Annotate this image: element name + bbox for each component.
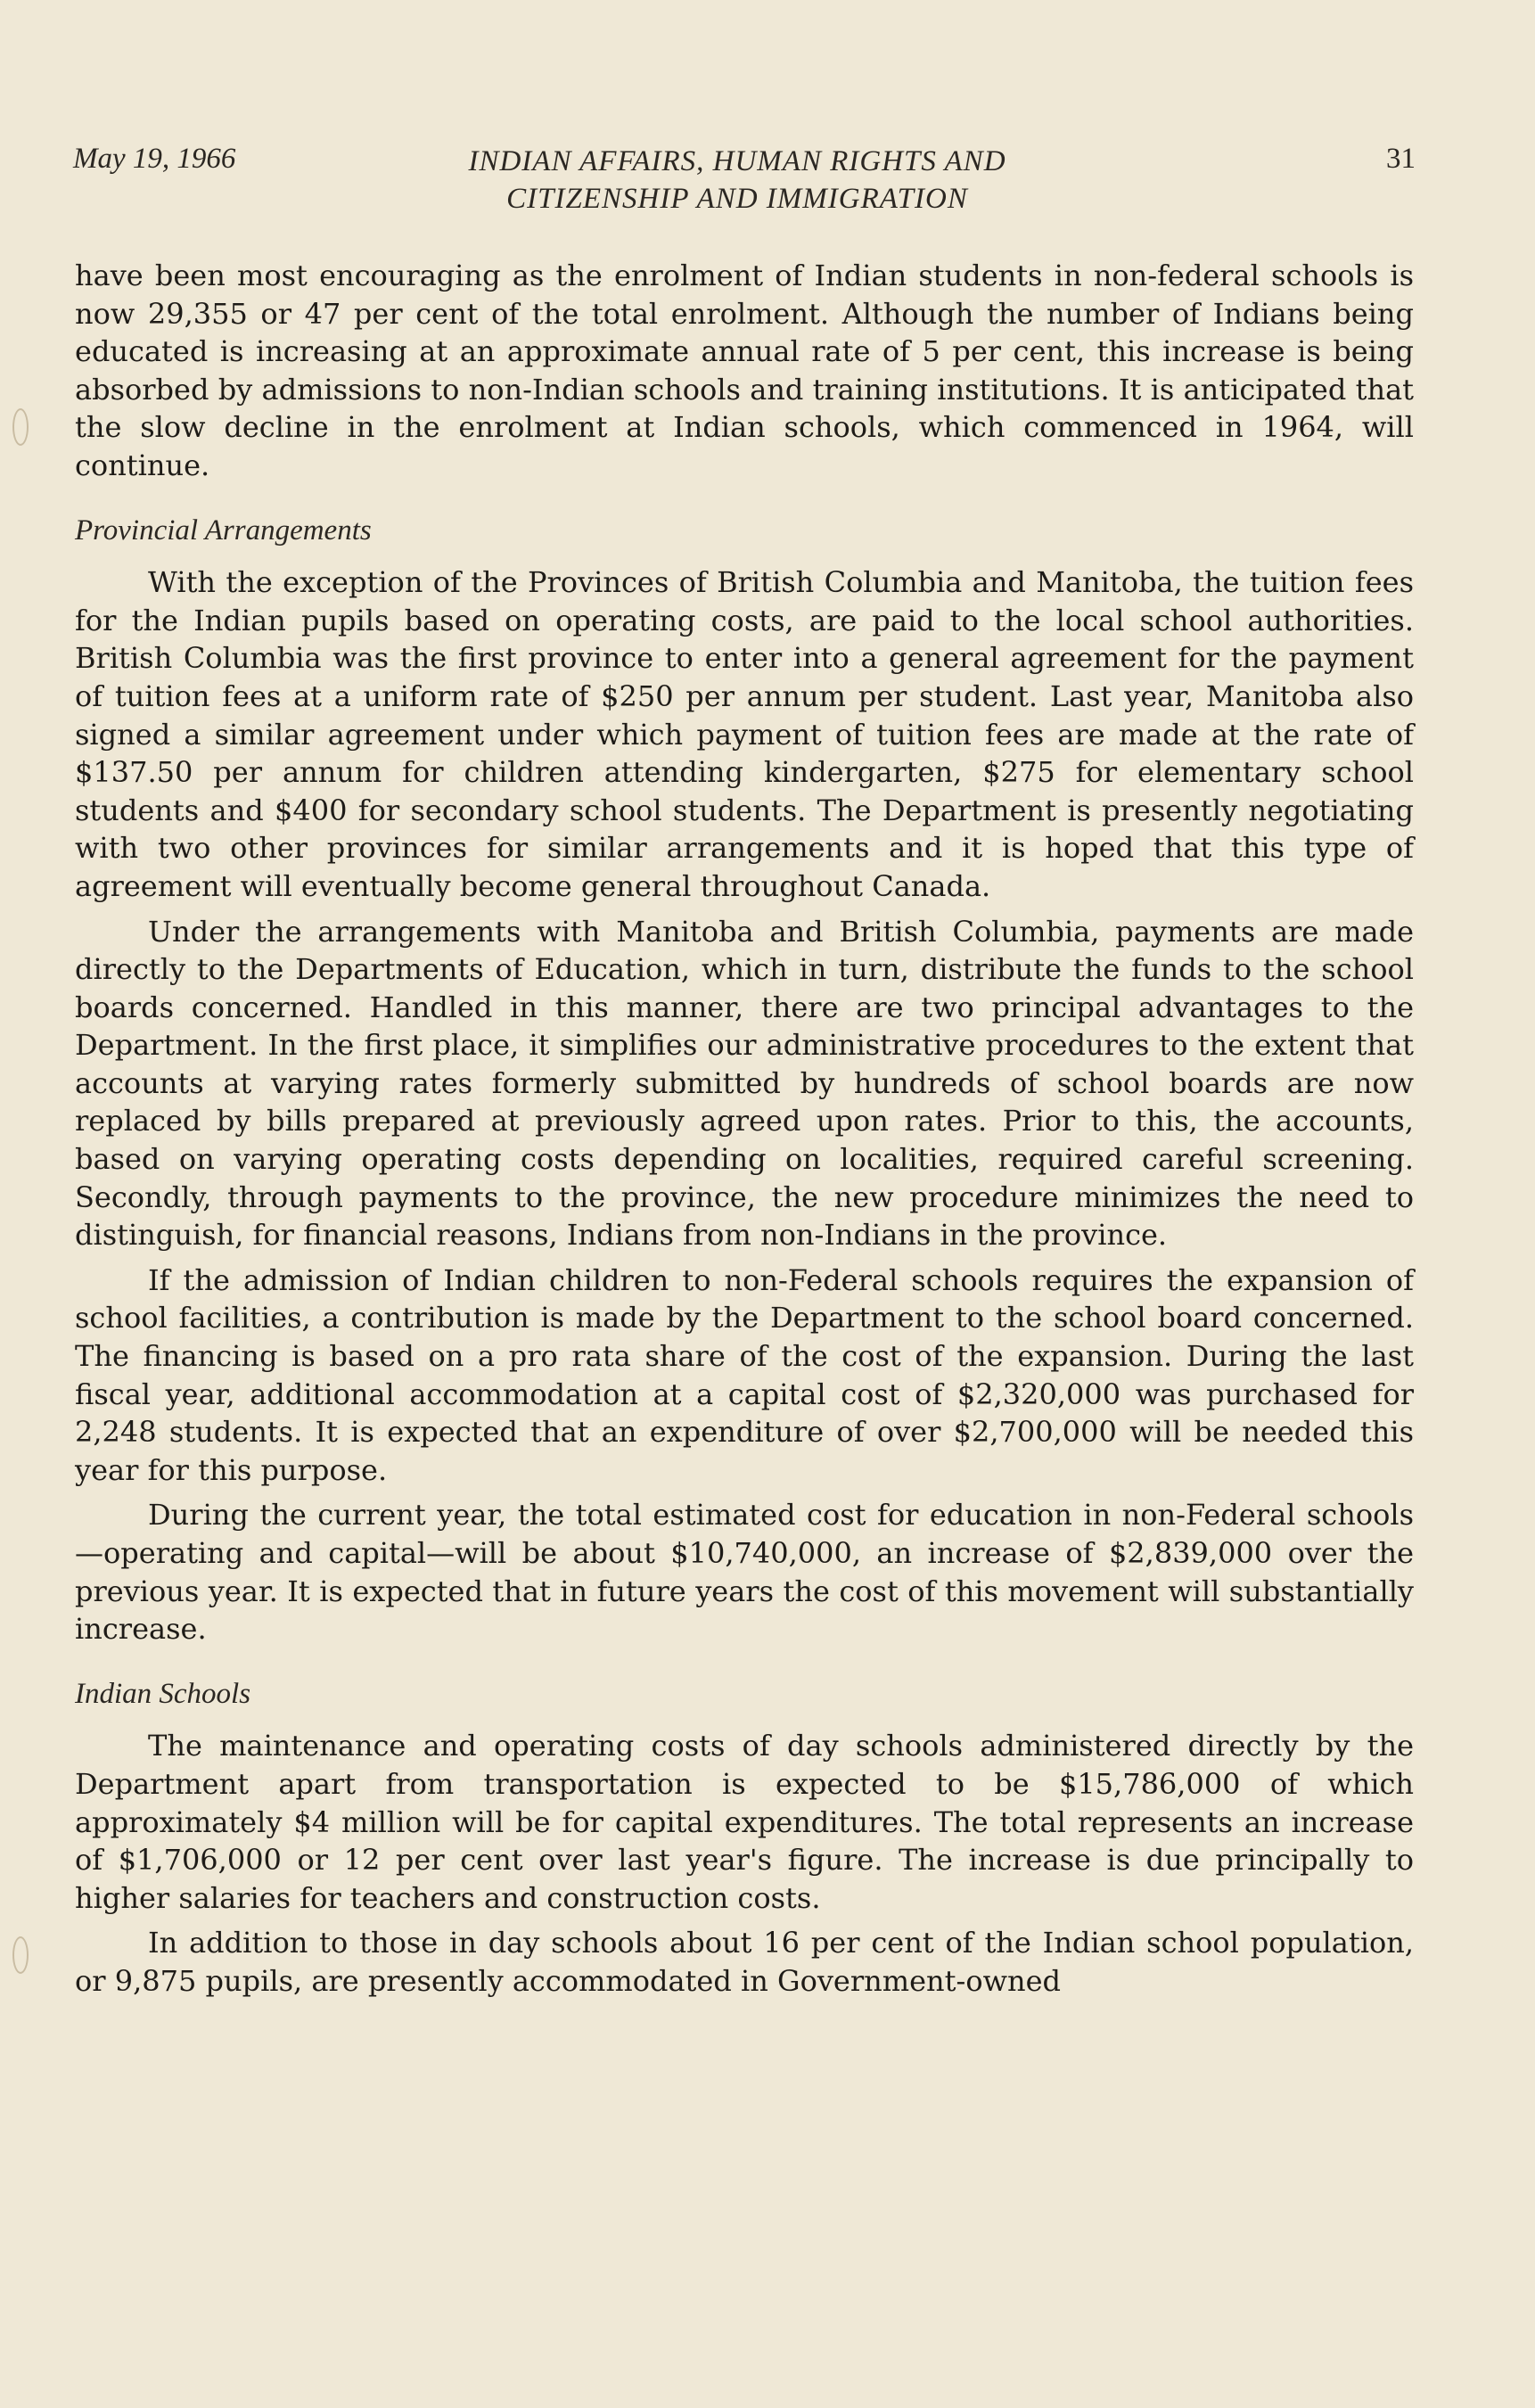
header-title-line-1: INDIAN AFFAIRS, HUMAN RIGHTS AND [468,145,1006,177]
body-text [75,257,1414,2001]
header-date: May 19, 1966 [73,143,236,175]
paragraph-continuation: have been most encouraging as the enrolment of Indian students in non-federal schools is now 29,355 or 47 per cent of the total enrolment. Although the number of Indians being educated is increasing at an approximate annual rate of 5 per cent, this increase is being absorbed by admissions to non-Indian schools and training institutions. It is anticipated that the slow decline in the enrolment at Indian schools, which commenced in 1964, will continue. [75,259,1414,482]
binding-hole-mark [12,1936,29,1974]
section-heading-provincial-arrangements: Provincial Arrangements [75,514,372,547]
header-title [367,143,1107,218]
paragraph: The maintenance and operating costs of day schools administered directly by the Department apart from transportation is expected to be $15,786,000 of which approximately $4 million will be for capital expenditures. The total represents an increase of $1,706,000 or 12 per cent over last year's figure. The increase is due principally to higher salaries for teachers and construction costs. [75,1729,1414,1915]
paragraph: With the exception of the Provinces of British Columbia and Manitoba, the tuition fees for the Indian pupils based on operating costs, are paid to the local school authorities. British Columbia was the first province to enter into a general agreement for the payment of tuition fees at a uniform rate of $250 per annum per student. Last year, Manitoba also signed a similar agreement under which payment of tuition fees are made at the rate of $137.50 per annum for children attending kindergarten, $275 for elementary school students and $400 for secondary school students. The Department is presently negotiating with two other provinces for similar arrangements and it is hoped that this type of agreement will eventually become general throughout Canada. [75,565,1414,903]
header-title-line-2: CITIZENSHIP AND IMMIGRATION [506,183,968,215]
page-number: 31 [1386,143,1416,175]
binding-hole-mark [12,408,29,446]
paragraph: In addition to those in day schools about 16 per cent of the Indian school population, or 9,875 pupils, are presently accommodated in Government-owned [75,1926,1414,1998]
section-heading-indian-schools: Indian Schools [75,1677,251,1710]
paragraph: During the current year, the total estimated cost for education in non-Federal schools—operating and capital—will be about $10,740,000, an increase of $2,839,000 over the previous year. It is expected that in future years the cost of this movement will substantially increase. [75,1498,1414,1647]
paragraph: Under the arrangements with Manitoba and British Columbia, payments are made directly to the Departments of Education, which in turn, distribute the funds to the school boards concerned. Handled in this manner, there are two principal advantages to the Department. In the first place, it simplifies our administrative procedures to the extent that accounts at varying rates formerly submitted by hundreds of school boards are now replaced by bills prepared at previously agreed upon rates. Prior to this, the accounts, based on varying operating costs depending on localities, required careful screening. Secondly, through payments to the province, the new procedure minimizes the need to distinguish, for financial reasons, Indians from non-Indians in the province. [75,914,1414,1253]
running-header [73,139,1416,219]
paragraph: If the admission of Indian children to non-Federal schools requires the expansion of school facilities, a contribution is made by the Department to the school board concerned. The financing is based on a pro rata share of the cost of the expansion. During the last fiscal year, additional accommodation at a capital cost of $2,320,000 was purchased for 2,248 students. It is expected that an expenditure of over $2,700,000 will be needed this year for this purpose. [75,1262,1414,1487]
